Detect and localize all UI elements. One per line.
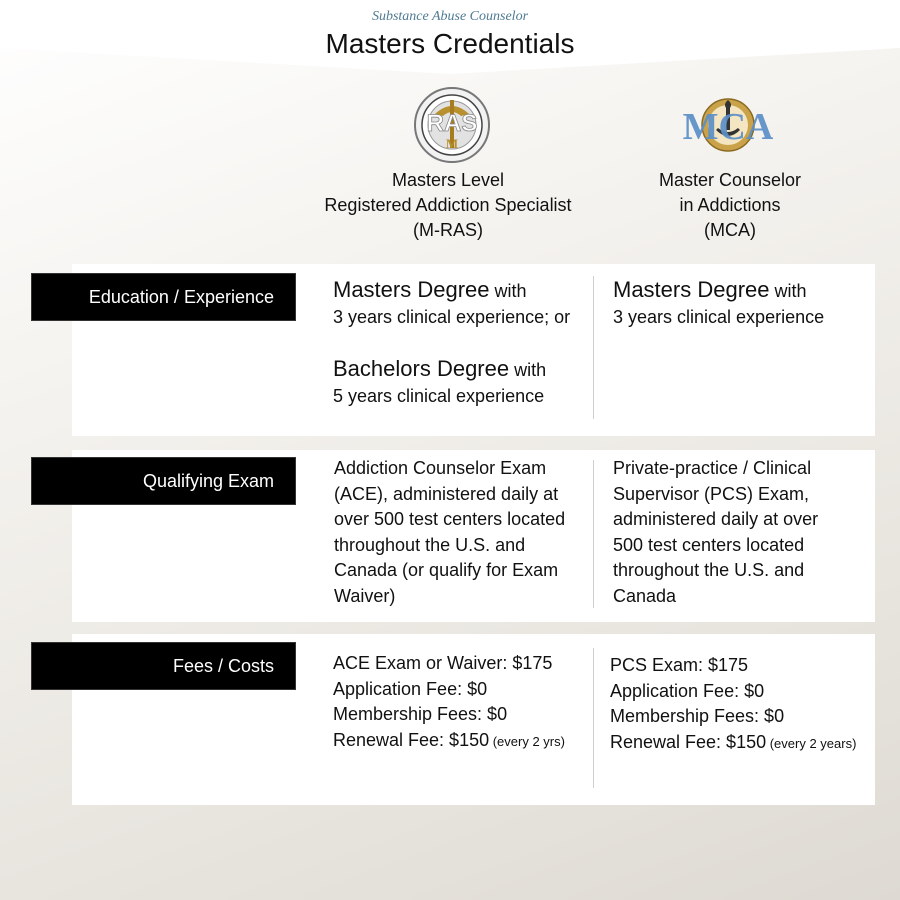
exam-text-line: Waiver) [334,585,396,606]
page-subtitle: Substance Abuse Counselor [371,9,529,24]
education-mras-cell [333,277,593,409]
column-divider [593,276,594,419]
page-title: Masters Credentials [325,28,575,59]
fee-renewal: Renewal Fee: $150 [333,729,490,750]
exam-text-line: administered daily at over [613,509,819,529]
exam-text-line: 500 test centers located [613,534,805,555]
mca-logo-text: MCA [682,106,774,148]
exam-mca-cell [613,456,873,609]
exam-text-line: throughout the U.S. and [613,560,805,580]
degree-text: Masters Degree [333,277,490,302]
fee-renewal: Renewal Fee: $150 [610,731,767,752]
fee-exam: PCS Exam: $175 [610,655,749,675]
education-row-label: Education / Experience [31,273,296,321]
exam-mras-cell [334,456,592,609]
with-text: with [769,281,807,301]
credential-name-line: (M-RAS) [413,220,483,240]
column-divider [593,460,594,608]
fee-membership: Membership Fees: $0 [610,706,785,726]
fees-mca-cell [610,653,872,756]
fees-mras-cell [333,651,591,754]
exam-text-line: Canada [613,585,677,606]
education-mca-cell [613,277,873,330]
exam-text-line: throughout the U.S. and [334,534,526,555]
exam-text-line: Canada (or qualify for Exam [334,560,559,580]
with-text: with [489,281,527,301]
degree-text: Masters Degree [613,277,770,302]
credential-name-mca [600,168,860,243]
mca-seal-icon [678,92,778,158]
exam-text-line: Supervisor (PCS) Exam, [613,483,810,504]
credential-name-line: Masters Level [391,170,505,190]
fee-application: Application Fee: $0 [610,680,765,701]
fee-exam: ACE Exam or Waiver: $175 [333,653,553,673]
fee-membership: Membership Fees: $0 [333,704,508,724]
credential-name-line: Master Counselor [658,170,802,190]
experience-text: 3 years clinical experience [613,306,825,327]
svg-text:M: M [445,136,459,151]
fees-row-label: Fees / Costs [31,642,296,690]
credential-name-line: in Addictions [679,195,781,215]
credential-name-mras [300,168,596,243]
fee-renewal-note: (every 2 years) [766,735,857,751]
with-text: with [509,360,547,380]
fee-application: Application Fee: $0 [333,678,488,699]
exam-text-line: over 500 test centers located [334,509,566,529]
exam-text-line: Private-practice / Clinical [613,458,812,478]
exam-text-line: (ACE), administered daily at [334,483,559,504]
exam-text-line: Addiction Counselor Exam [334,458,547,478]
credential-name-line: (MCA) [704,220,756,240]
degree-text: Bachelors Degree [333,356,510,381]
column-divider [593,648,594,788]
ras-logo-text: RAS [426,110,478,137]
ras-seal-icon [405,86,499,164]
experience-text: 5 years clinical experience [333,385,545,406]
experience-text: 3 years clinical experience; or [333,306,571,327]
exam-row-label: Qualifying Exam [31,457,296,505]
credential-name-line: Registered Addiction Specialist [324,195,572,215]
fee-renewal-note: (every 2 yrs) [489,733,565,749]
